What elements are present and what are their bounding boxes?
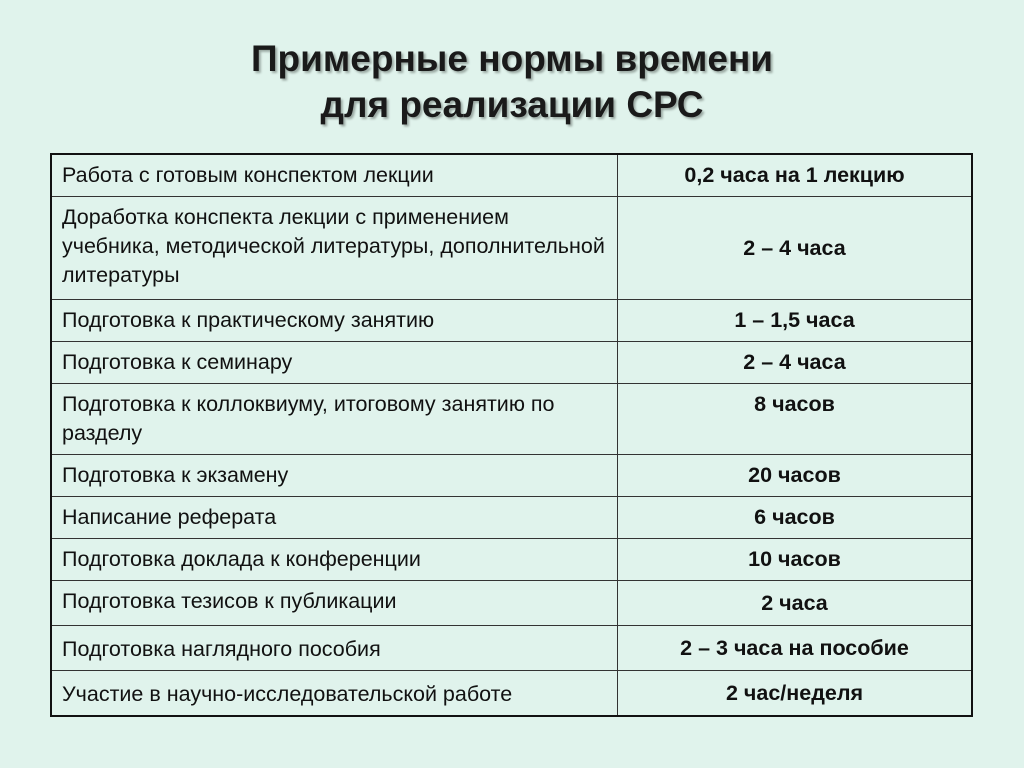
task-cell: Подготовка к экзамену [51,455,618,497]
table-row [51,154,972,197]
task-cell: Подготовка наглядного пособия [51,626,618,671]
time-cell: 2 час/неделя [618,671,973,717]
task-cell: Написание реферата [51,497,618,539]
table-row [51,342,972,384]
time-cell: 0,2 часа на 1 лекцию [618,154,973,197]
title-line-1: Примерные нормы времени [250,38,774,79]
table-row [51,197,972,300]
table-row [51,581,972,626]
task-cell: Подготовка к семинару [51,342,618,384]
time-cell: 20 часов [618,455,973,497]
time-norms-table [50,153,973,717]
table-row [51,539,972,581]
task-cell: Подготовка доклада к конференции [51,539,618,581]
task-cell: Подготовка тезисов к публикации [51,581,618,626]
time-cell: 2 – 3 часа на пособие [618,626,973,671]
time-cell: 8 часов [618,384,973,455]
task-cell: Работа с готовым конспектом лекции [51,154,618,197]
time-cell: 6 часов [618,497,973,539]
title-line-2: для реализации СРС [320,84,704,125]
time-cell: 2 – 4 часа [618,342,973,384]
time-cell: 10 часов [618,539,973,581]
time-cell: 1 – 1,5 часа [618,300,973,342]
table-row [51,455,972,497]
time-cell: 2 – 4 часа [618,197,973,300]
table-row [51,497,972,539]
time-cell: 2 часа [618,581,973,626]
task-cell: Подготовка к коллоквиуму, итоговому занятию по разделу [51,384,618,455]
table-row [51,671,972,717]
table-row [51,384,972,455]
task-cell: Участие в научно-исследовательской работе [51,671,618,717]
table-row [51,626,972,671]
table-row [51,300,972,342]
task-cell: Подготовка к практическому занятию [51,300,618,342]
task-cell: Доработка конспекта лекции с применением учебника, методической литературы, дополнительной литературы [51,197,618,300]
page-title [0,36,1024,128]
